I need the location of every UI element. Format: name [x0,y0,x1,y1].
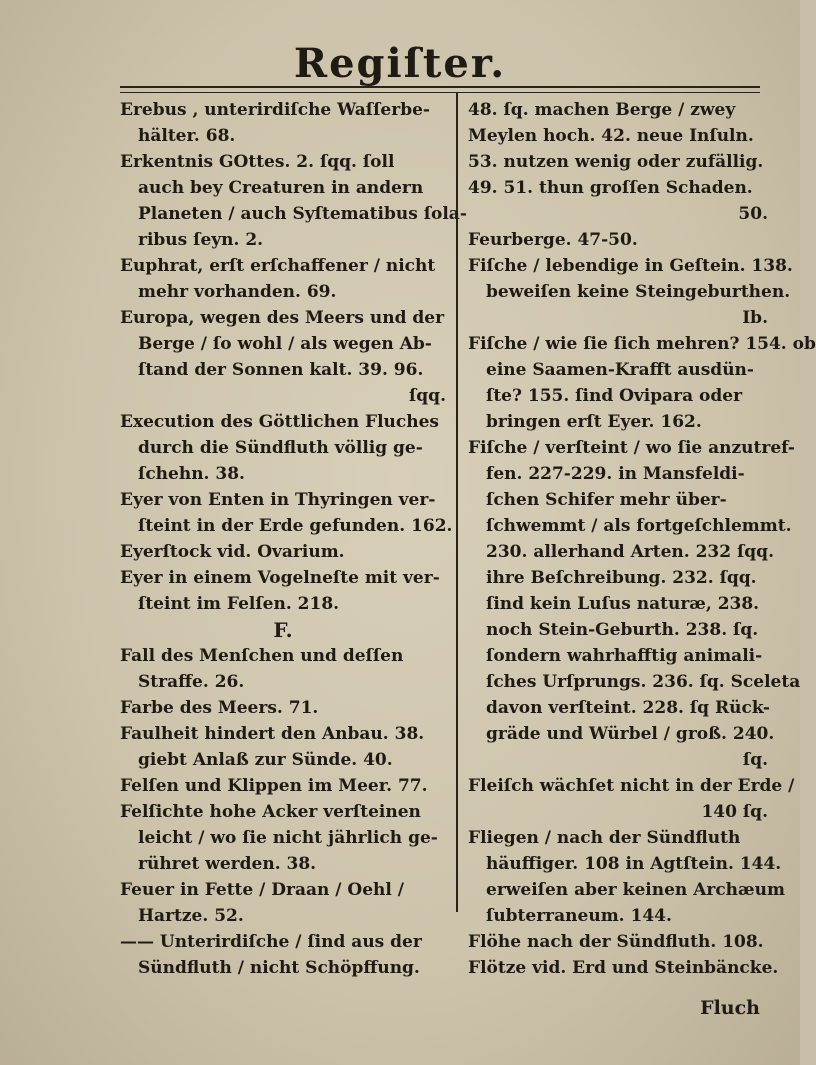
title-rule [120,86,760,88]
index-line: Feurberge. 47-50. [468,230,638,250]
index-line: durch die Sündfluth völlig ge- [138,438,423,458]
index-line: Fiſche / wie ſie ſich mehren? 154. ob [468,334,816,354]
index-line: Erebus , unterirdiſche Waſſerbe- [120,100,430,120]
index-line: Ib. [742,308,768,328]
index-line: Sündfluth / nicht Schöpffung. [138,958,420,978]
page-title: Regiſter. [293,40,507,87]
index-line: ihre Beſchreibung. 232. ſqq. [486,568,757,588]
index-line: Execution des Göttlichen Fluches [120,412,440,432]
index-line: ſchehn. 38. [138,464,245,484]
index-line: ſondern wahrhafftig animali- [486,646,763,666]
index-line: Meylen hoch. 42. neue Inſuln. [468,126,754,146]
index-line: Felſichte hohe Acker verſteinen [120,802,421,822]
index-line: noch Stein-Geburth. 238. ſq. [486,620,759,640]
index-line: 140 ſq. [701,802,768,822]
index-line: ſind kein Luſus naturæ, 238. [486,594,760,614]
catchword: Fluch [700,997,760,1019]
index-line: ſq. [742,750,768,770]
index-line: gräde und Würbel / groß. 240. [486,724,775,744]
index-line: Fleiſch wächſet nicht in der Erde / [468,776,795,796]
index-line: Felſen und Klippen im Meer. 77. [120,776,428,796]
index-line: Planeten / auch Syſtematibus ſola- [138,204,467,224]
index-line: Farbe des Meers. 71. [120,698,319,718]
index-line: 53. nutzen wenig oder zufällig. [468,152,764,172]
index-line: fen. 227-229. in Mansfeldi- [486,464,745,484]
index-line: ribus ſeyn. 2. [138,230,264,250]
left-column [120,97,467,981]
index-line: Hartze. 52. [138,906,244,926]
index-line: häuffiger. 108 in Agtſtein. 144. [486,854,782,874]
index-line: beweiſen keine Steingeburthen. [486,282,791,302]
index-line: Fliegen / nach der Sündfluth [468,828,741,848]
index-line: ſteint im Felſen. 218. [138,594,340,614]
index-line: eine Saamen-Krafft ausdün- [486,360,754,380]
index-line: giebt Anlaß zur Sünde. 40. [138,750,393,770]
index-line: erweiſen aber keinen Archæum [486,880,785,900]
index-line: 50. [738,204,768,224]
index-line: Fiſche / lebendige in Geſtein. 138. [468,256,793,276]
index-line: auch bey Creaturen in andern [138,178,424,198]
index-line: Fall des Menſchen und deſſen [120,646,404,666]
index-line: ſubterraneum. 144. [486,906,672,926]
index-line: 49. 51. thun groſſen Schaden. [468,178,753,198]
index-line: ſches Urſprungs. 236. ſq. Sceleta [486,672,801,692]
index-line: hälter. 68. [138,126,236,146]
index-line: Berge / ſo wohl / als wegen Ab- [138,334,432,354]
section-letter: F. [273,618,293,642]
index-line: Eyer von Enten in Thyringen ver- [120,490,436,510]
index-line: Eyer in einem Vogelneſte mit ver- [120,568,440,588]
index-line: 48. ſq. machen Berge / zwey [468,100,736,120]
index-line: ſteint in der Erde gefunden. 162. [138,516,453,536]
index-line: ſtand der Sonnen kalt. 39. 96. [138,360,424,380]
right-column [468,97,816,981]
index-line: Erkentnis GOttes. 2. ſqq. ſoll [120,152,395,172]
index-line: bringen erſt Eyer. 162. [486,412,702,432]
index-line: ſte? 155. ſind Ovipara oder [486,386,743,406]
index-line: Flöhe nach der Sündfluth. 108. [468,932,764,952]
index-line: davon verſteint. 228. ſq Rück- [486,698,770,718]
index-line: 230. allerhand Arten. 232 ſqq. [486,542,774,562]
index-line: leicht / wo ſie nicht jährlich ge- [138,828,438,848]
index-line: mehr vorhanden. 69. [138,282,337,302]
index-line: —— Unterirdiſche / ſind aus der [120,932,422,952]
index-line: rühret werden. 38. [138,854,317,874]
index-line: Eyerſtock vid. Ovarium. [120,542,345,562]
index-line: ſchen Schifer mehr über- [486,490,727,510]
index-line: Euphrat, erſt erſchaffener / nicht [120,256,436,276]
index-line: Straffe. 26. [138,672,245,692]
index-line: Fiſche / verſteint / wo ſie anzutref- [468,438,795,458]
index-line: Flötze vid. Erd und Steinbäncke. [468,958,779,978]
index-line: ſqq. [408,386,446,406]
index-line: Europa, wegen des Meers und der [120,308,445,328]
index-line: Faulheit hindert den Anbau. 38. [120,724,425,744]
index-line: ſchwemmt / als fortgeſchlemmt. [486,516,792,536]
index-line: Feuer in Fette / Draan / Oehl / [120,880,404,900]
title-rule-thin [120,92,760,93]
